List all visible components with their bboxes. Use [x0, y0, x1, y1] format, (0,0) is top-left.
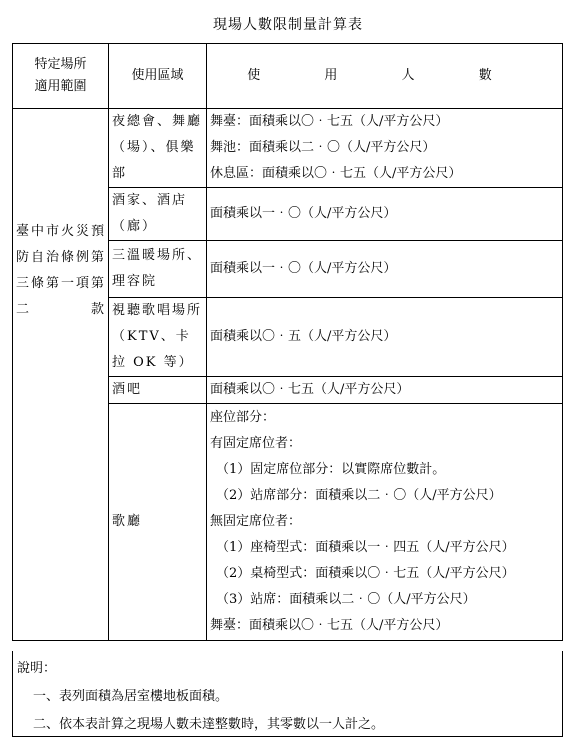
occupancy-line: （2）站席部分：面積乘以二‧〇（人/平方公尺） — [216, 488, 502, 503]
occupancy-line: 無固定席位者： — [210, 514, 302, 529]
table-row — [13, 109, 563, 188]
occupancy-line: （1）座椅型式：面積乘以一‧四五（人/平方公尺） — [216, 540, 515, 555]
notes-section — [12, 651, 563, 737]
occupancy-line: 面積乘以一‧〇（人/平方公尺） — [210, 261, 397, 276]
area-cell: 歌廳 — [109, 404, 207, 641]
note-item: 一、表列面積為居室樓地板面積。 — [33, 689, 229, 704]
occupancy-line: 舞臺：面積乘以〇‧七五（人/平方公尺） — [210, 114, 449, 129]
header-area: 使用區域 — [109, 44, 207, 109]
occupancy-line: 面積乘以〇‧七五（人/平方公尺） — [210, 382, 410, 397]
occupancy-cell — [207, 109, 563, 188]
area-cell: 視聽歌唱場所（KTV、卡拉 OK 等） — [109, 298, 207, 377]
occupancy-line: 舞臺：面積乘以〇‧七五（人/平方公尺） — [210, 618, 449, 633]
occupancy-cell — [207, 377, 563, 404]
occupancy-line: 舞池：面積乘以二‧〇（人/平方公尺） — [210, 140, 436, 155]
header-scope-line1: 特定場所 — [34, 57, 87, 72]
header-scope-line2: 適用範圍 — [34, 79, 87, 94]
header-occupancy: 使 用 人 數 — [207, 44, 563, 109]
header-scope — [13, 44, 109, 109]
area-cell: 酒家、酒店（廊） — [109, 188, 207, 241]
occupancy-line: 休息區：面積乘以〇‧七五（人/平方公尺） — [210, 166, 462, 181]
occupancy-cell — [207, 404, 563, 641]
occupancy-line: 面積乘以一‧〇（人/平方公尺） — [210, 206, 397, 221]
notes-heading: 說明： — [17, 661, 57, 676]
scope-cell: 臺中市火災預防自治條例第三條第一項第二款 — [13, 109, 109, 641]
occupancy-line: （1）固定席位部分：以實際席位數計。 — [216, 462, 446, 477]
occupancy-line: 座位部分： — [210, 410, 276, 425]
area-cell: 酒吧 — [109, 377, 207, 404]
occupancy-cell — [207, 188, 563, 241]
occupancy-line: （2）桌椅型式：面積乘以〇‧七五（人/平方公尺） — [216, 566, 515, 581]
calculation-table — [12, 43, 563, 641]
area-cell: 三溫暖場所、理容院 — [109, 241, 207, 298]
document-title: 現場人數限制量計算表 — [213, 17, 363, 33]
note-item: 二、依本表計算之現場人數未達整數時，其零數以一人計之。 — [33, 717, 385, 732]
occupancy-cell — [207, 298, 563, 377]
occupancy-cell — [207, 241, 563, 298]
occupancy-line: 有固定席位者： — [210, 436, 302, 451]
occupancy-line: 面積乘以〇‧五（人/平方公尺） — [210, 329, 397, 344]
area-cell: 夜總會、舞廳（場）、俱樂部 — [109, 109, 207, 188]
occupancy-line: （3）站席：面積乘以二‧〇（人/平方公尺） — [216, 592, 476, 607]
table-header-row — [13, 44, 563, 109]
